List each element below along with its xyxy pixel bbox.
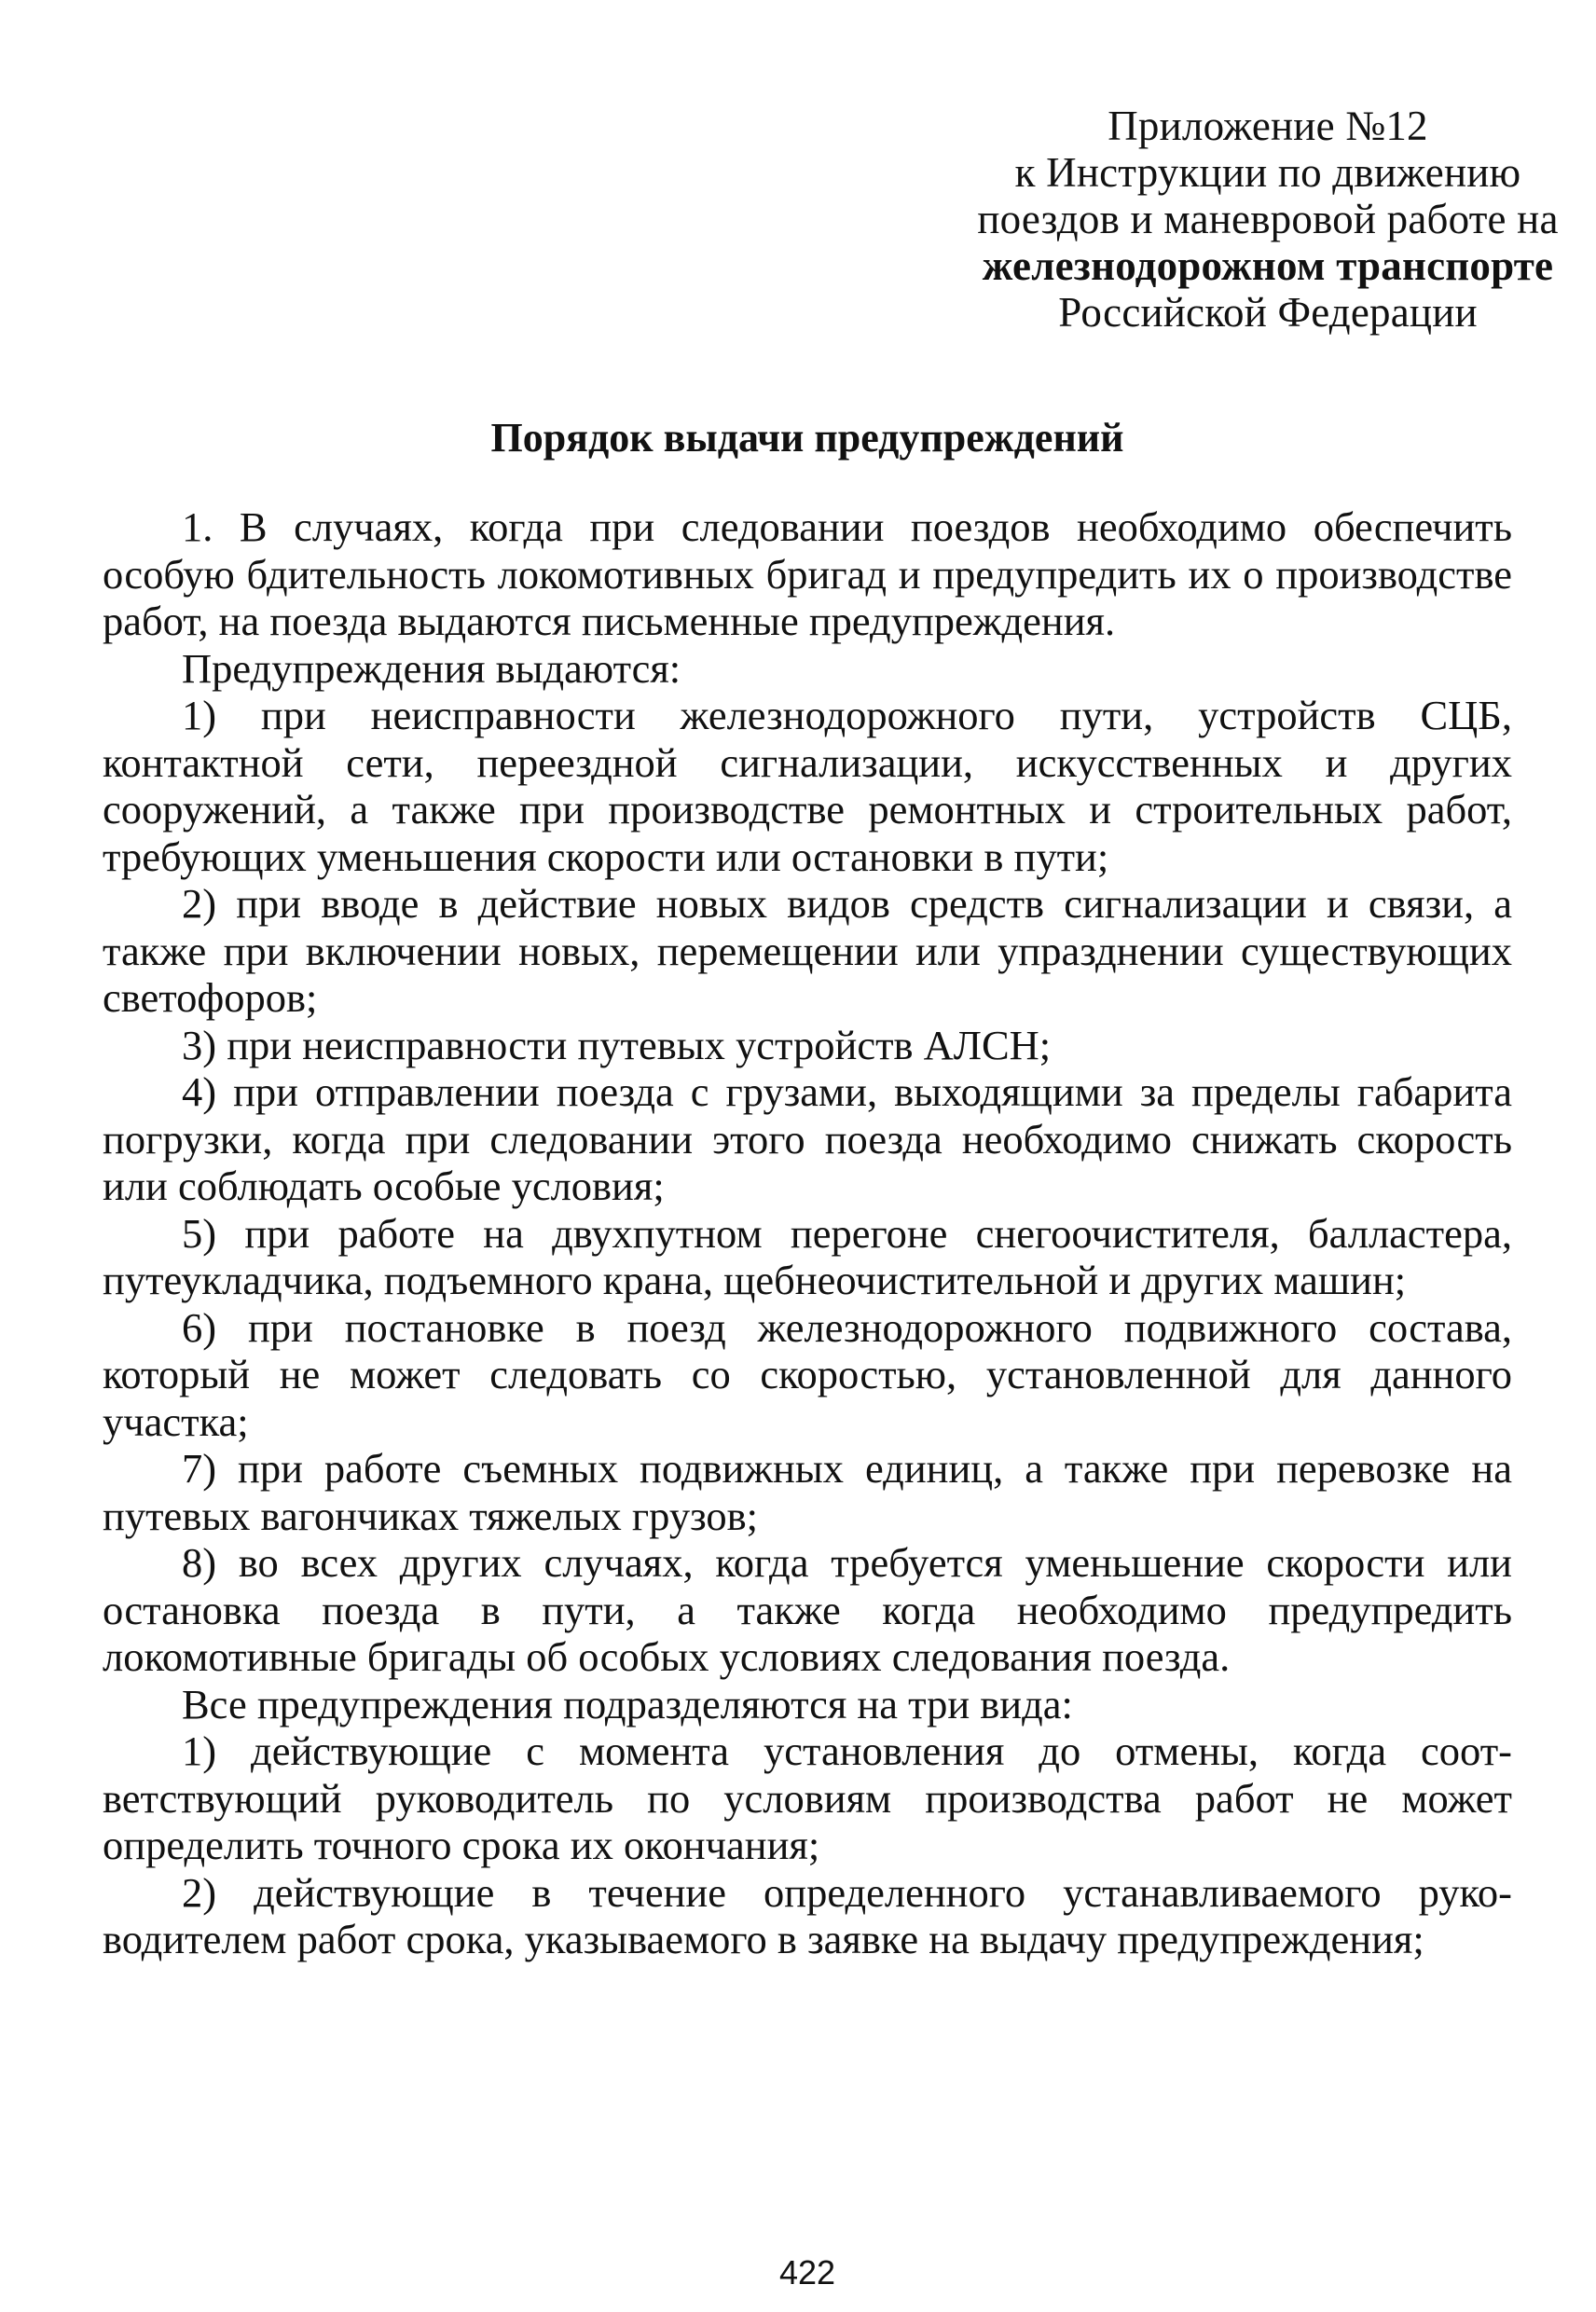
list-item: 1) действующие с момента установления до отмены, когда соответствующий руководитель по условиям производства работ не может определить точного срока их окончания; — [103, 1727, 1512, 1868]
paragraph: Предупреждения выдаются: — [182, 644, 681, 692]
list-item: 3) при неисправности путевых устройств АЛСН; — [182, 1021, 1052, 1068]
document-title: Порядок выдачи предупреждений — [490, 415, 1124, 461]
list-item: 2) действующие в течение определенного устанавливаемого руководителем работ срока, указываемого в заявке на выдачу предупреждения; — [103, 1868, 1512, 1962]
page-number: 422 — [778, 2253, 836, 2291]
appendix-reference-line-bold: железнодорожном транспорте — [982, 242, 1554, 289]
list-item: 7) при работе съемных подвижных единиц, а также при перевозке на путевых вагончиках тяжелых грузов; — [103, 1445, 1512, 1539]
paragraph: 1. В случаях, когда при следовании поездов необходимо обеспечить особую бдительность локомотивных бригад и предупредить их о производстве работ, на поезда выдаются письменные предупреждения. — [103, 503, 1512, 644]
document-page — [103, 103, 1559, 2291]
list-item: 4) при отправлении поезда с грузами, выходящими за пределы габарита погрузки, когда при следовании этого поезда необходимо снижать скорость или соблюдать особые условия; — [103, 1068, 1512, 1209]
list-item: 5) при работе на двухпутном перегоне снегоочистителя, балластера, путеукладчика, подъемного крана, щебнеочистительной и других машин; — [103, 1209, 1512, 1303]
appendix-header — [848, 103, 1596, 336]
list-item: 6) при постановке в поезд железнодорожного подвижного состава, который не может следовать со скоростью, установленной для данного участка; — [103, 1303, 1512, 1445]
appendix-number: Приложение №12 — [1108, 103, 1428, 149]
appendix-reference-line: Российской Федерации — [1058, 289, 1478, 336]
list-item: 2) при вводе в действие новых видов средств сигнализации и связи, а также при включении новых, перемещении или упразднении существующих светофоров; — [103, 880, 1512, 1021]
list-item: 1) при неисправности железнодорожного пути, устройств СЦБ, контактной сети, переездной сигнализации, искусственных и других сооружений, а также при производстве ремонтных и строительных работ, требующих уменьшения скорости или остановки в пути; — [103, 692, 1512, 880]
document-body — [103, 503, 1512, 1963]
appendix-reference-line: поездов и маневровой работе на — [977, 196, 1559, 242]
appendix-reference-line: к Инструкции по движению — [1014, 149, 1521, 196]
list-item: 8) во всех других случаях, когда требуется уменьшение скорости или остановка поезда в пути, а также когда необходимо предупредить локомотивные бригады об особых условиях следования поезда. — [103, 1539, 1512, 1680]
paragraph: Все предупреждения подразделяются на три вида: — [182, 1680, 1073, 1727]
